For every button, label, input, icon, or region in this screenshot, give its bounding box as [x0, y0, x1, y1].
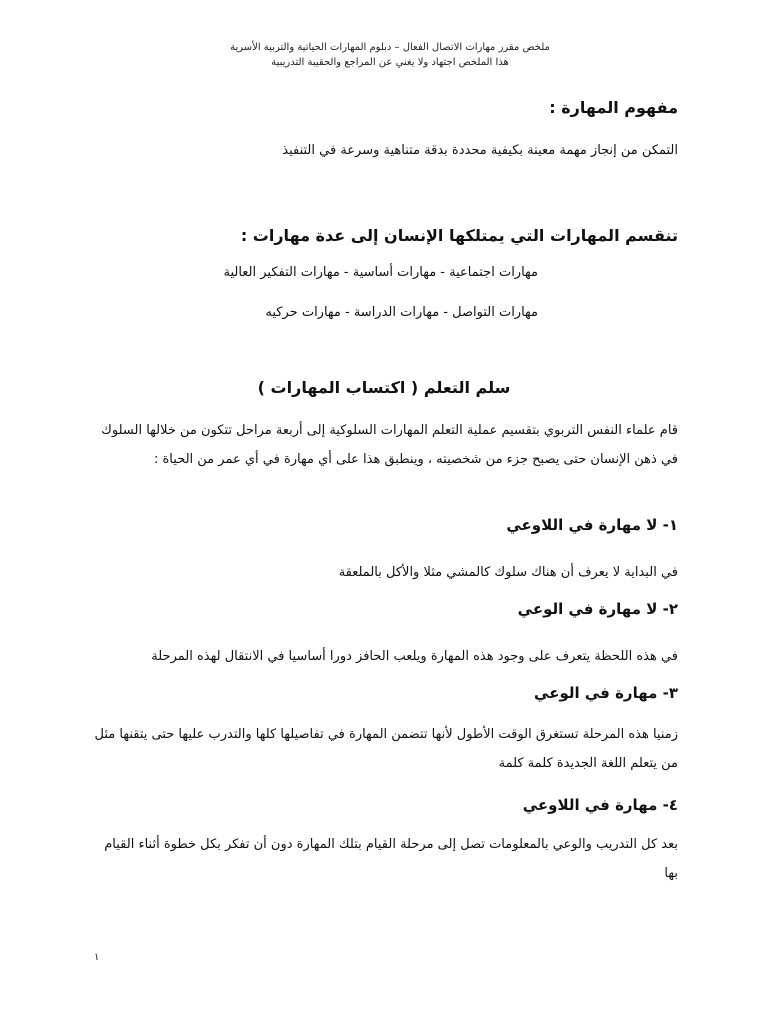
stage-3-text: زمنيا هذه المرحلة تستغرق الوقت الأطول لأنها تتضمن المهارة في تفاصيلها كلها والتدرب عليها حتى يتقنها مثل من يتعلم اللغة الجديدة كلمة كلمة — [94, 727, 678, 771]
stage-4-heading: ٤- مهارة في اللاوعي — [522, 796, 678, 814]
stage-1-text: في البداية لا يعرف أن هناك سلوك كالمشي مثلا والأكل بالملعقة — [338, 565, 678, 580]
ladder-intro: قام علماء النفس التربوي بتقسيم عملية التعلم المهارات السلوكية إلى أربعة مراحل تتكون من خلالها السلوك في ذهن الإنسان حتى يصبح جزء من شخصيته ، وينطبق هذا على أي مهارة في أي عمر من الحياة : — [101, 423, 678, 467]
stage-1-heading: ١- لا مهارة في اللاوعي — [506, 516, 678, 534]
concept-definition: التمكن من إنجاز مهمة معينة بكيفية محددة بدقة متناهية وسرعة في التنفيذ — [282, 143, 678, 158]
stage-2-text: في هذه اللحظة يتعرف على وجود هذه المهارة ويلعب الحافز دورا أساسيا في الانتقال لهذه المرحلة — [151, 649, 678, 664]
header-line-1: ملخص مقرر مهارات الاتصال الفعال – دبلوم المهارات الحياتية والتربية الأسرية — [230, 42, 550, 53]
stage-2-heading: ٢- لا مهارة في الوعي — [517, 600, 678, 618]
stage-4-text: بعد كل التدريب والوعي بالمعلومات تصل إلى مرحلة القيام بتلك المهارة دون أن تفكر بكل خطوة أثناء القيام بها — [104, 837, 678, 881]
division-title: تنقسم المهارات التي يمتلكها الإنسان إلى عدة مهارات : — [240, 226, 678, 245]
division-line-2: مهارات التواصل - مهارات الدراسة - مهارات حركيه — [265, 305, 538, 320]
page-header — [160, 40, 620, 70]
concept-title: مفهوم المهارة : — [549, 98, 678, 117]
division-line-1: مهارات اجتماعية - مهارات أساسية - مهارات التفكير العالية — [223, 265, 538, 280]
stage-3-heading: ٣- مهارة في الوعي — [534, 684, 678, 702]
header-line-2: هذا الملخص اجتهاد ولا يغني عن المراجع والحقيبة التدريبية — [271, 57, 509, 68]
ladder-title: سلم التعلم ( اكتساب المهارات ) — [257, 378, 511, 397]
page-number: ١ — [94, 952, 100, 963]
